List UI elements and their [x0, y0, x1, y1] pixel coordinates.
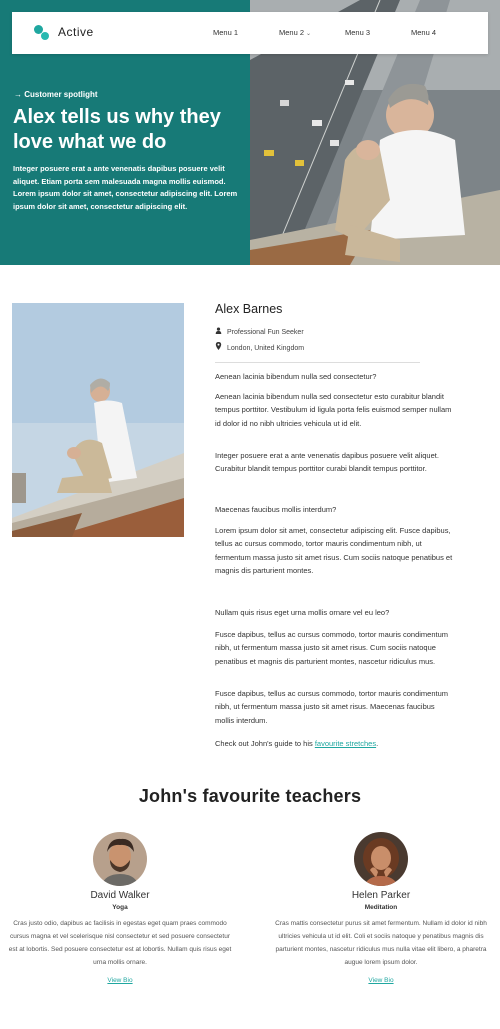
hero-tag: → Customer spotlight	[14, 90, 98, 99]
teacher-name: Helen Parker	[351, 890, 411, 901]
nav-item-menu-2[interactable]	[279, 28, 311, 37]
nav-item-menu-4[interactable]: Menu 4	[411, 28, 437, 37]
question-3: Nullam quis risus eget urna mollis ornare vel eu leo?	[215, 608, 390, 617]
question-2: Maecenas faucibus mollis interdum?	[215, 505, 337, 514]
top-navbar	[12, 12, 488, 54]
profile-role-text: Professional Fun Seeker	[227, 329, 304, 336]
teacher-bio: Cras justo odio, dapibus ac facilisis in egestas eget quam praes commodo cursus magna et vel scelerisque nisl consectetur et sed posuere consectetur est at lobortis. Sed posuere consectetur est at lobortis. Nullam quis risus eget urna mollis ornare.	[8, 920, 232, 966]
logo-icon[interactable]	[34, 25, 50, 41]
chevron-down-icon: ⌄	[306, 31, 312, 37]
profile-location	[215, 342, 304, 352]
nav-item-menu-3[interactable]: Menu 3	[345, 28, 371, 37]
teacher-card-helen	[266, 832, 496, 987]
view-bio-link[interactable]: View Bio	[368, 977, 394, 984]
guide-line	[215, 737, 455, 750]
answer-3a: Fusce dapibus, tellus ac cursus commodo, tortor mauris condimentum nibh, ut fermentum massa justo sit amet risus. Cum sociis natoque penatibus et magnis dis parturient montes, nascetur ridiculus mus.	[215, 630, 449, 666]
teacher-bio: Cras mattis consectetur purus sit amet fermentum. Nullam id dolor id nibh ultricies vehicula ut id elit. Coli et sociis natoque y penatibus magnis dis parturient montes, nascetur ridiculus mus nulla vitae elit libero, a pharetra augue lorem ipsum dolor.	[275, 920, 487, 966]
favourite-stretches-link[interactable]: favourite stretches	[314, 739, 377, 748]
hero-text: Integer posuere erat a ante venenatis dapibus posuere velit aliquet. Etiam porta sem malesuada magna mollis euismod. Lorem ipsum dolor sit amet, consectetur adipiscing elit. Lorem ipsum dolor sit amet, consectetur adipiscing elit.	[13, 164, 238, 211]
nav-item-label: Menu 2	[279, 28, 305, 37]
profile-photo	[12, 303, 184, 537]
profile-name: Alex Barnes	[215, 302, 283, 316]
location-pin-icon	[215, 342, 224, 352]
avatar	[93, 832, 147, 886]
guide-prefix: Check out John's guide to his	[215, 739, 315, 748]
answer-1a: Aenean lacinia bibendum nulla sed consectetur esto curabitur blandit tempus porttitor. Vestibulum id ligula porta felis euismod semper nullam id dolor id no nibh ultricies vehicula ut id elit.	[215, 392, 452, 428]
view-bio-link[interactable]: View Bio	[107, 977, 133, 984]
answer-3b: Fusce dapibus, tellus ac cursus commodo, tortor mauris condimentum nibh, ut fermentum massa justo sit amet risus. Maecenas faucibus mollis interdum.	[215, 689, 449, 725]
hero-section	[0, 0, 500, 265]
profile-divider	[215, 362, 420, 363]
guide-suffix: .	[376, 739, 379, 748]
teacher-name: David Walker	[90, 890, 150, 901]
answer-1b: Integer posuere erat a ante venenatis dapibus posuere velit aliquet. Curabitur blandit tempus porttitor curabi blandit tempus porttitor.	[215, 451, 439, 474]
question-1: Aenean lacinia bibendum nulla sed consectetur?	[215, 372, 377, 381]
nav-item-menu-1[interactable]: Menu 1	[213, 28, 239, 37]
profile-role	[215, 327, 304, 336]
hero-title: Alex tells us why they love what we do	[13, 106, 221, 153]
teacher-role: Meditation	[364, 904, 398, 911]
avatar	[354, 832, 408, 886]
brand-name[interactable]: Active	[58, 25, 94, 39]
teacher-card-david	[5, 832, 235, 987]
teachers-section-title: John's favourite teachers	[138, 786, 362, 806]
answer-2: Lorem ipsum dolor sit amet, consectetur adipiscing elit. Fusce dapibus, tellus ac cursus commodo, tortor mauris condimentum nibh, ut fermentum massa justo sit amet risus. Cum sociis natoque penatibus et magnis dis parturient montes.	[215, 526, 453, 576]
teacher-role: Yoga	[112, 904, 128, 911]
person-icon	[215, 327, 224, 336]
profile-location-text: London, United Kingdom	[227, 345, 305, 352]
